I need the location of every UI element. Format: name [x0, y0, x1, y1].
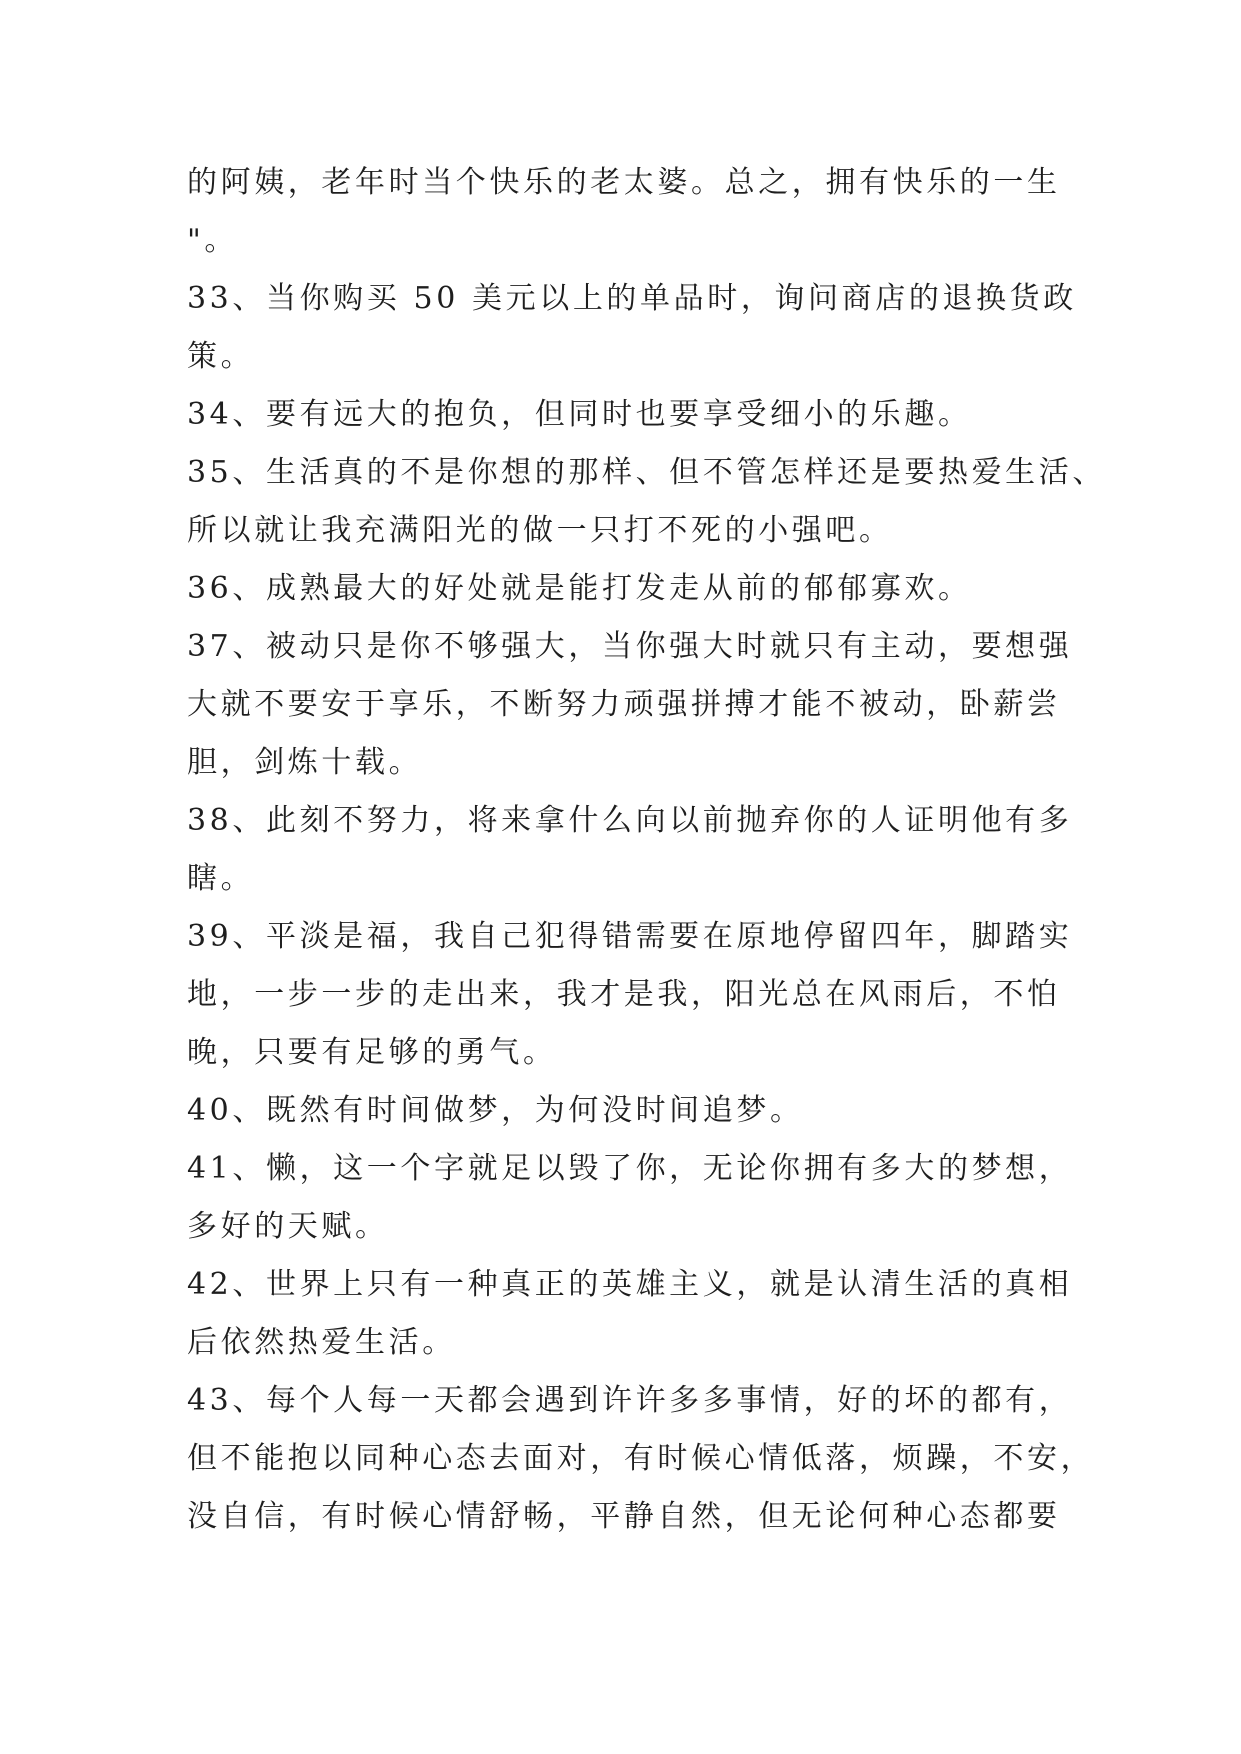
paragraph-40: [187, 1082, 1087, 1140]
text-line: 瞎。: [187, 861, 255, 896]
text-line: 38、此刻不努力，将来拿什么向以前抛弃你的人证明他有多: [187, 803, 1073, 838]
text-line: 37、被动只是你不够强大，当你强大时就只有主动，要想强: [187, 629, 1073, 664]
paragraph-43: [187, 1372, 1095, 1546]
text-line: 39、平淡是福，我自己犯得错需要在原地停留四年，脚踏实: [187, 919, 1073, 954]
text-line: 策。: [187, 339, 255, 374]
text-line: 所以就让我充满阳光的做一只打不死的小强吧。: [187, 513, 893, 548]
text-line: 35、生活真的不是你想的那样、但不管怎样还是要热爱生活、: [187, 455, 1106, 490]
text-line: 的阿姨，老年时当个快乐的老太婆。总之，拥有快乐的一生: [187, 165, 1061, 200]
paragraph-33: [187, 270, 1087, 386]
text-line: "。: [187, 223, 238, 258]
text-line: 42、世界上只有一种真正的英雄主义，就是认清生活的真相: [187, 1267, 1073, 1302]
text-line: 晚，只要有足够的勇气。: [187, 1035, 557, 1070]
text-line: 后依然热爱生活。: [187, 1325, 456, 1360]
paragraph-35: [187, 444, 1106, 560]
text-line: 36、成熟最大的好处就是能打发走从前的郁郁寡欢。: [187, 571, 972, 606]
text-line: 40、既然有时间做梦，为何没时间追梦。: [187, 1093, 804, 1128]
paragraph-32-continued: [187, 154, 1087, 270]
text-line: 43、每个人每一天都会遇到许许多多事情，好的坏的都有，: [187, 1383, 1073, 1418]
text-line: 胆，剑炼十载。: [187, 745, 423, 780]
text-line: 34、要有远大的抱负，但同时也要享受细小的乐趣。: [187, 397, 972, 432]
paragraph-34: [187, 386, 1087, 444]
text-line: 多好的天赋。: [187, 1209, 389, 1244]
text-line: 41、懒，这一个字就足以毁了你，无论你拥有多大的梦想，: [187, 1151, 1073, 1186]
text-line: 但不能抱以同种心态去面对，有时候心情低落，烦躁，不安，: [187, 1441, 1095, 1476]
paragraph-39: [187, 908, 1087, 1082]
text-line: 地，一步一步的走出来，我才是我，阳光总在风雨后，不怕: [187, 977, 1061, 1012]
text-line: 33、当你购买 50 美元以上的单品时，询问商店的退换货政: [187, 281, 1077, 316]
paragraph-36: [187, 560, 1087, 618]
document-page: [187, 154, 1106, 1546]
text-line: 没自信，有时候心情舒畅，平静自然，但无论何种心态都要: [187, 1499, 1061, 1534]
text-line: 大就不要安于享乐，不断努力顽强拼搏才能不被动，卧薪尝: [187, 687, 1061, 722]
paragraph-42: [187, 1256, 1087, 1372]
paragraph-41: [187, 1140, 1087, 1256]
paragraph-37: [187, 618, 1087, 792]
paragraph-38: [187, 792, 1087, 908]
